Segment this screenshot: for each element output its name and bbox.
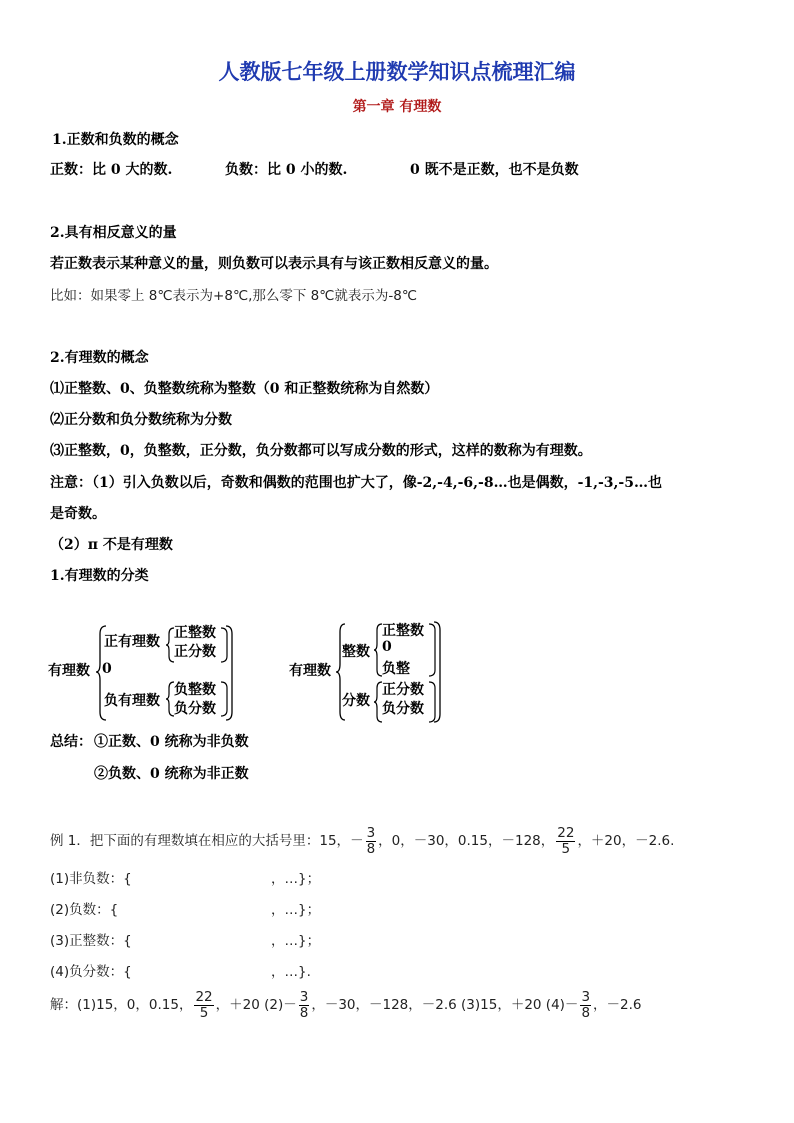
example-intro: 例 1．把下面的有理数填在相应的大括号里：15， [50, 833, 351, 849]
example-answer [50, 985, 642, 1025]
summary-line-1: ①正数、0 统称为非负数 [94, 734, 249, 750]
answer-part-2: ，＋20 (2)－ [215, 997, 297, 1013]
fraction-denominator: 8 [366, 840, 376, 857]
answer-part-3: ，－30，－128，－2.6 (3)15，＋20 (4)－ [311, 997, 579, 1013]
section-heading-classification: 1.有理数的分类 [50, 568, 149, 584]
negative-definition: 负数：比 0 小的数. [225, 162, 348, 178]
summary-line-2: ②负数、0 统称为非正数 [94, 766, 249, 782]
fraction-twenty-two-fifths [194, 990, 213, 1019]
answer-part-1: 解：(1)15，0，0.15， [50, 997, 193, 1013]
example-end: ，＋20，－2.6. [577, 833, 675, 849]
fraction-three-eighths [299, 990, 310, 1019]
question-1-label: (1)非负数：{ [50, 871, 132, 887]
note-line-1: 注意：（1）引入负数以后，奇数和偶数的范围也扩大了，像-2,-4,-6,-8…也是偶数，-1,-3,-5…也 [50, 475, 662, 491]
question-4-close: ，…}. [271, 964, 311, 980]
section-heading-opposite-quantities: 2.具有相反意义的量 [50, 225, 177, 241]
opposite-quantities-example: 比如：如果零上 8℃表示为+8℃,那么零下 8℃就表示为-8℃ [50, 288, 418, 304]
section-heading-rational-concept: 2.有理数的概念 [50, 350, 149, 366]
question-1-close: ，…}； [271, 871, 321, 887]
note-line-3: （2）π 不是有理数 [50, 537, 173, 553]
question-2-close: ，…}； [271, 902, 321, 918]
document-title: 人教版七年级上册数学知识点梳理汇编 [218, 60, 576, 84]
tree1-positive-fraction: 正分数 [174, 644, 216, 660]
fraction-three-eighths [580, 990, 591, 1019]
fraction-numerator: 3 [581, 989, 591, 1006]
fraction-numerator: 3 [299, 989, 309, 1006]
tree1-root-label: 有理数 [48, 663, 90, 679]
zero-definition: 0 既不是正数，也不是负数 [410, 162, 579, 178]
example-statement [50, 821, 674, 861]
rational-concept-line-1: ⑴正整数、0、负整数统称为整数（0 和正整数统称为自然数） [50, 381, 439, 397]
chapter-heading: 第一章 有理数 [352, 99, 442, 115]
section-heading-positive-negative: 1.正数和负数的概念 [52, 132, 179, 148]
positive-definition: 正数：比 0 大的数. [50, 162, 173, 178]
tree2-positive-fraction: 正分数 [382, 682, 424, 698]
tree2-positive-integer: 正整数 [382, 623, 424, 639]
tree2-root-label: 有理数 [289, 663, 331, 679]
tree1-negative-integer: 负整数 [174, 682, 216, 698]
tree2-fraction: 分数 [342, 693, 370, 709]
question-3-label: (3)正整数：{ [50, 933, 132, 949]
question-4-label: (4)负分数：{ [50, 964, 132, 980]
tree1-negative-fraction: 负分数 [174, 701, 216, 717]
fraction-denominator: 5 [561, 840, 571, 857]
fraction-twenty-two-fifths [556, 826, 575, 855]
example-mid: ，0，－30，0.15，－128， [378, 833, 555, 849]
tree1-zero: 0 [102, 661, 112, 677]
summary-label: 总结： [50, 734, 92, 750]
rational-concept-line-2: ⑵正分数和负分数统称为分数 [50, 412, 232, 428]
tree2-negative-fraction: 负分数 [382, 701, 424, 717]
tree1-positive-integer: 正整数 [174, 625, 216, 641]
fraction-denominator: 8 [299, 1004, 309, 1021]
tree1-negative-rational: 负有理数 [104, 693, 160, 709]
tree1-positive-rational: 正有理数 [104, 634, 160, 650]
fraction-denominator: 5 [199, 1004, 209, 1021]
opposite-quantities-text: 若正数表示某种意义的量，则负数可以表示具有与该正数相反意义的量。 [50, 256, 498, 272]
minus-sign: － [350, 833, 364, 849]
fraction-numerator: 22 [557, 825, 575, 842]
fraction-numerator: 22 [195, 989, 213, 1006]
tree2-zero: 0 [382, 639, 392, 655]
question-3-close: ，…}； [271, 933, 321, 949]
fraction-three-eighths [366, 826, 377, 855]
fraction-numerator: 3 [366, 825, 376, 842]
note-line-2: 是奇数。 [50, 506, 106, 522]
answer-part-4: ，－2.6 [593, 997, 642, 1013]
tree2-negative-integer: 负整 [382, 661, 410, 677]
rational-concept-line-3: ⑶正整数，0，负整数，正分数，负分数都可以写成分数的形式，这样的数称为有理数。 [50, 443, 592, 459]
fraction-denominator: 8 [581, 1004, 591, 1021]
question-2-label: (2)负数：{ [50, 902, 119, 918]
tree2-integer: 整数 [342, 644, 370, 660]
